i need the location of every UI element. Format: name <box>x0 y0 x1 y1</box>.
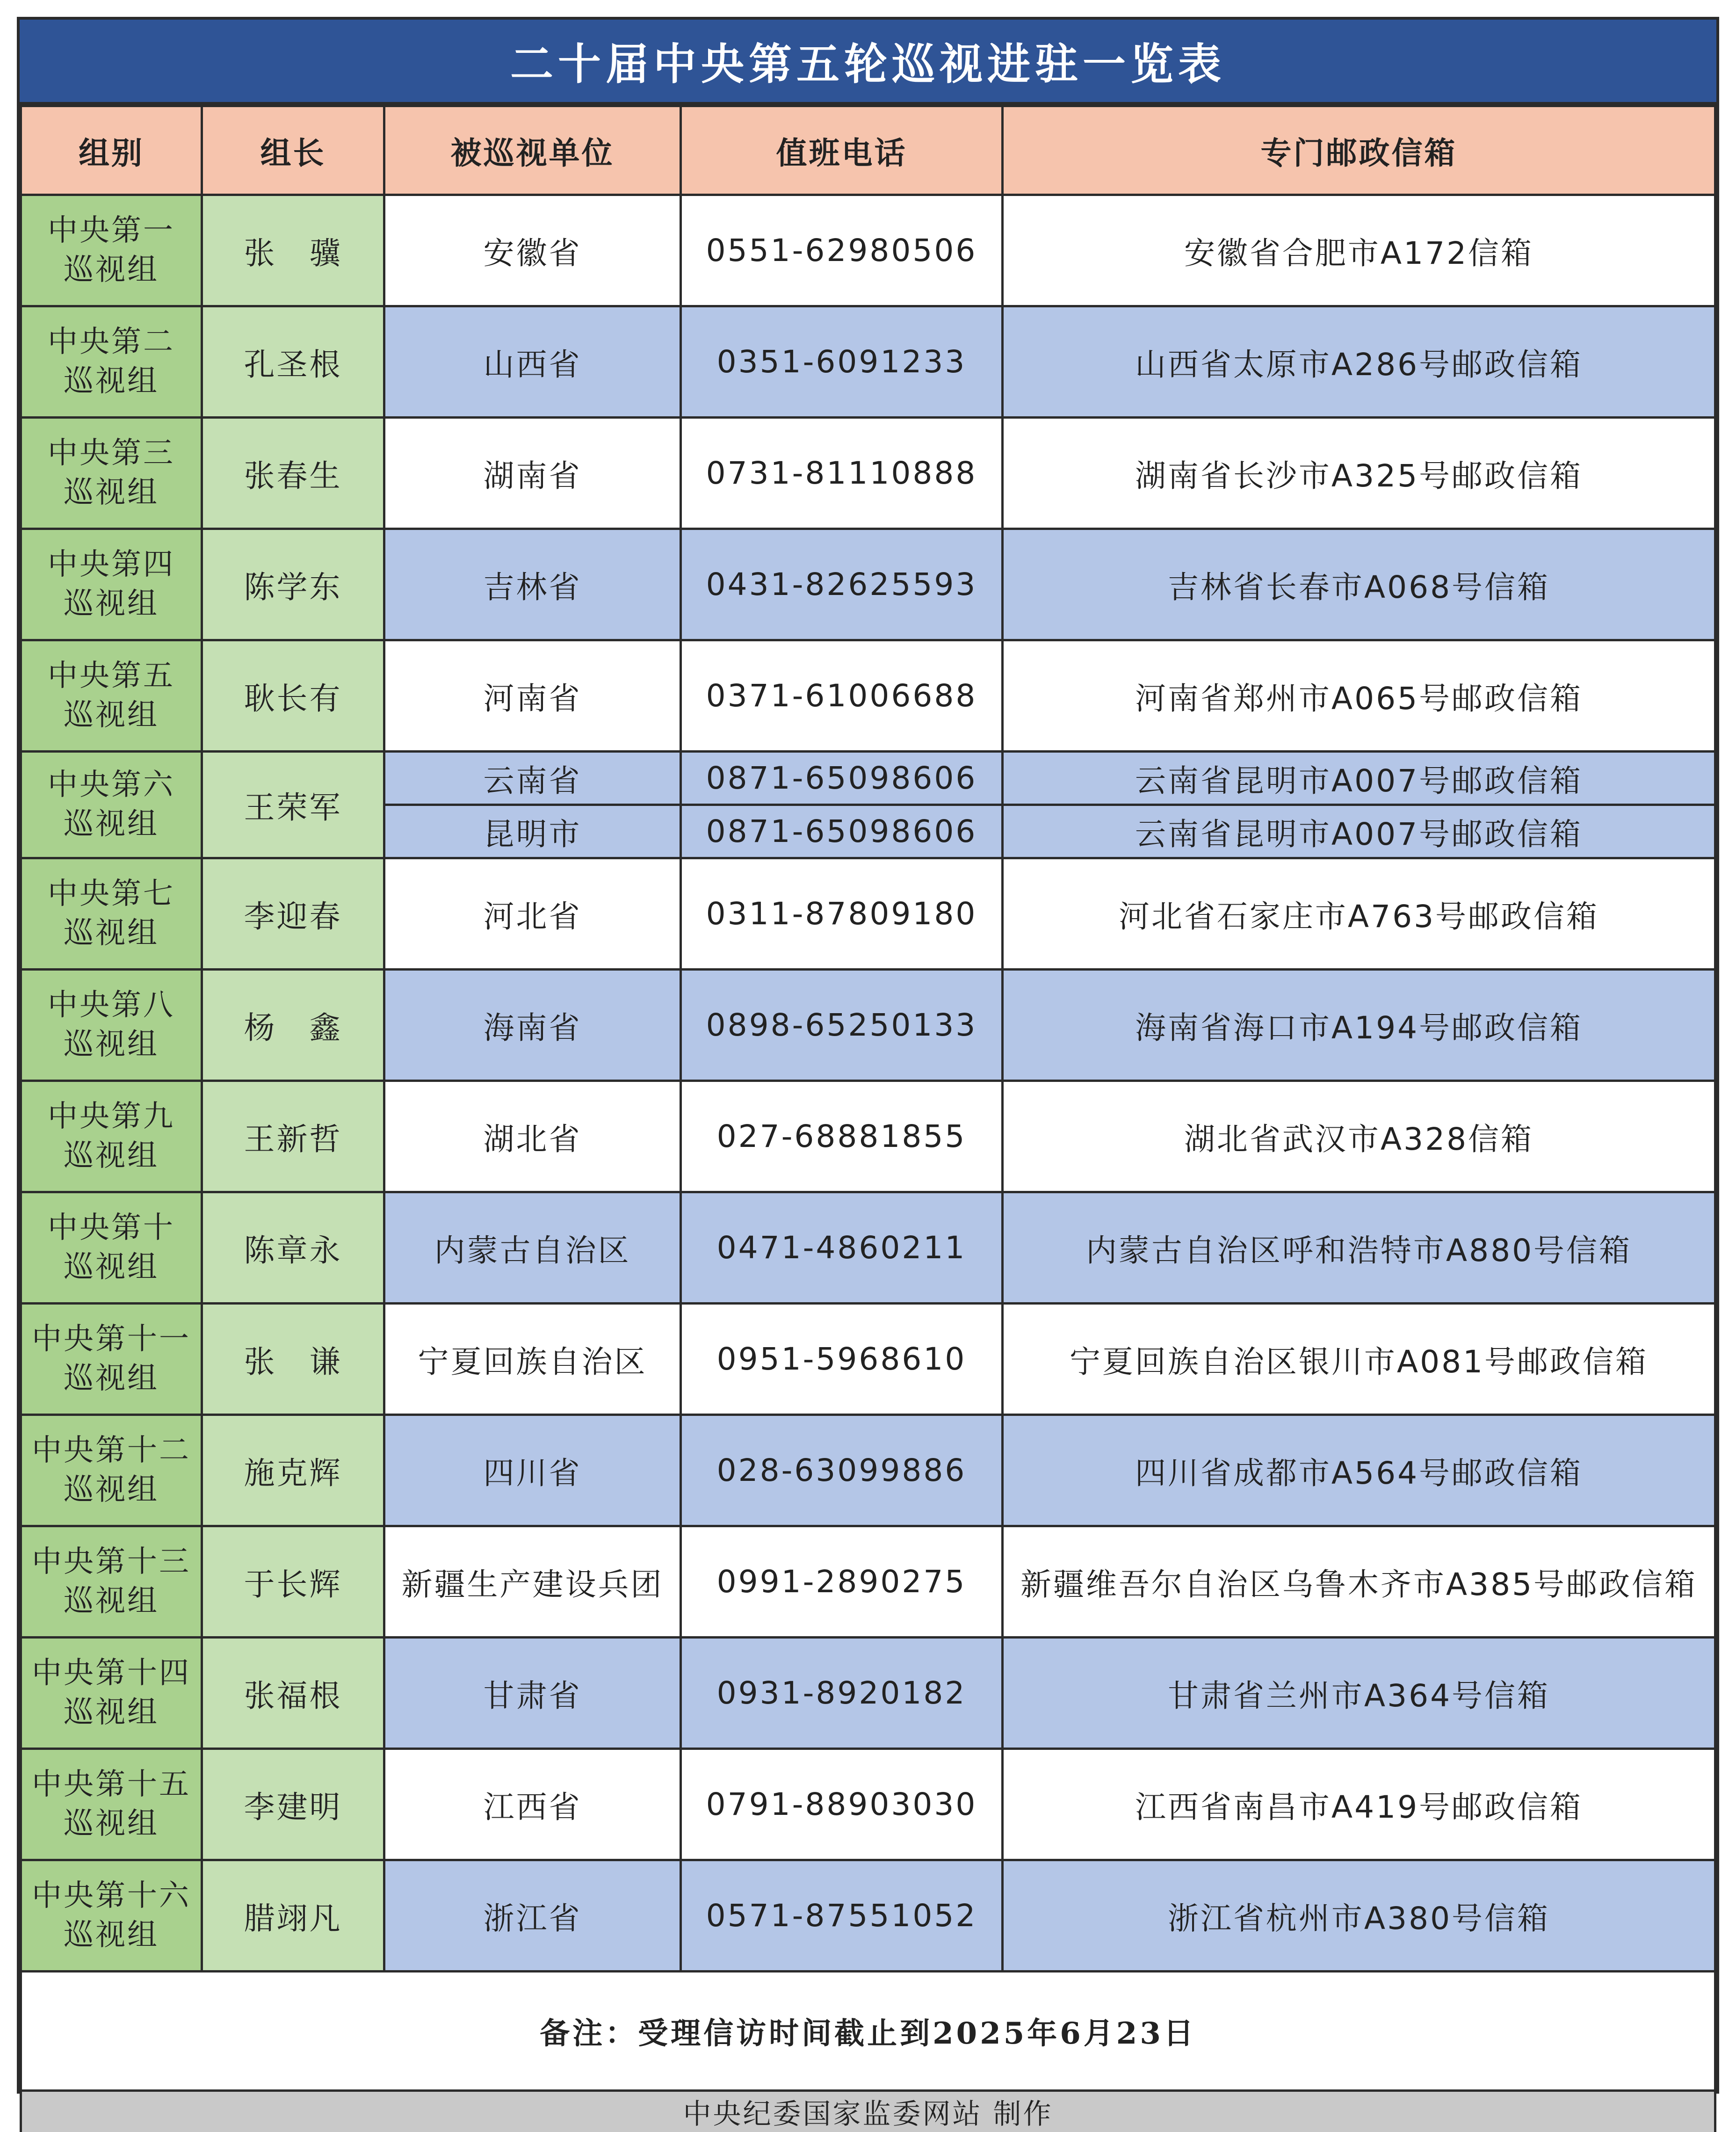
table-row <box>21 529 1715 640</box>
duty-phone: 0791-88903030 <box>681 1749 1003 1860</box>
inspected-unit: 湖南省 <box>384 418 681 529</box>
inspection-table-sheet <box>17 17 1719 2094</box>
group-leader: 李建明 <box>202 1749 384 1860</box>
group-name-line: 中央第六 <box>22 766 201 805</box>
group-name <box>21 418 202 529</box>
duty-phone: 027-68881855 <box>681 1081 1003 1192</box>
group-name-line: 巡视组 <box>22 1359 201 1398</box>
duty-phone: 0431-82625593 <box>681 529 1003 640</box>
group-leader: 王新哲 <box>202 1081 384 1192</box>
group-name-line: 巡视组 <box>22 1916 201 1955</box>
group-leader: 王荣军 <box>202 752 384 858</box>
table-row <box>21 970 1715 1081</box>
group-leader: 耿长有 <box>202 640 384 752</box>
table-row <box>21 306 1715 418</box>
group-name <box>21 1081 202 1192</box>
group-name-line: 中央第十六 <box>22 1877 201 1915</box>
postal-mailbox: 山西省太原市A286号邮政信箱 <box>1003 306 1715 418</box>
postal-mailbox: 河南省郑州市A065号邮政信箱 <box>1003 640 1715 752</box>
duty-phone: 0571-87551052 <box>681 1860 1003 1972</box>
postal-mailbox: 云南省昆明市A007号邮政信箱 <box>1003 752 1715 805</box>
group-name-line: 巡视组 <box>22 362 201 401</box>
table-row <box>21 1749 1715 1860</box>
group-name <box>21 306 202 418</box>
group-name <box>21 529 202 640</box>
group-name <box>21 752 202 858</box>
postal-mailbox: 四川省成都市A564号邮政信箱 <box>1003 1415 1715 1526</box>
group-leader: 腊翊凡 <box>202 1860 384 1972</box>
group-name-line: 中央第十 <box>22 1209 201 1247</box>
table-row <box>21 1860 1715 1972</box>
note-text: 备注：受理信访时间截止到2025年6月23日 <box>21 1972 1715 2091</box>
inspected-unit: 宁夏回族自治区 <box>384 1304 681 1415</box>
table-row <box>21 752 1715 805</box>
inspected-unit: 甘肃省 <box>384 1638 681 1749</box>
page-title: 二十届中央第五轮巡视进驻一览表 <box>510 30 1226 92</box>
group-name <box>21 1415 202 1526</box>
group-name-line: 巡视组 <box>22 1137 201 1175</box>
group-name-line: 巡视组 <box>22 1805 201 1843</box>
postal-mailbox: 云南省昆明市A007号邮政信箱 <box>1003 805 1715 858</box>
group-leader: 李迎春 <box>202 858 384 970</box>
inspected-unit: 江西省 <box>384 1749 681 1860</box>
duty-phone: 0471-4860211 <box>681 1192 1003 1304</box>
group-leader: 孔圣根 <box>202 306 384 418</box>
footer-row <box>21 2091 1715 2132</box>
inspected-unit: 河北省 <box>384 858 681 970</box>
duty-phone: 0871-65098606 <box>681 752 1003 805</box>
inspected-unit: 新疆生产建设兵团 <box>384 1526 681 1638</box>
group-name-line: 巡视组 <box>22 251 201 290</box>
postal-mailbox: 安徽省合肥市A172信箱 <box>1003 195 1715 306</box>
header-leader: 组长 <box>202 106 384 195</box>
duty-phone: 0551-62980506 <box>681 195 1003 306</box>
group-name <box>21 1749 202 1860</box>
duty-phone: 0951-5968610 <box>681 1304 1003 1415</box>
title-bar <box>20 20 1716 105</box>
group-leader: 张福根 <box>202 1638 384 1749</box>
group-name-line: 中央第十一 <box>22 1320 201 1359</box>
table-row <box>21 1415 1715 1526</box>
group-leader: 陈学东 <box>202 529 384 640</box>
group-name-line: 中央第一 <box>22 211 201 250</box>
group-name <box>21 858 202 970</box>
duty-phone: 0991-2890275 <box>681 1526 1003 1638</box>
group-name <box>21 1526 202 1638</box>
table-body <box>21 195 1715 2132</box>
duty-phone: 0731-81110888 <box>681 418 1003 529</box>
group-name <box>21 1192 202 1304</box>
group-leader: 于长辉 <box>202 1526 384 1638</box>
group-name-line: 巡视组 <box>22 473 201 512</box>
postal-mailbox: 海南省海口市A194号邮政信箱 <box>1003 970 1715 1081</box>
table-row <box>21 1304 1715 1415</box>
group-name-line: 巡视组 <box>22 585 201 624</box>
inspected-unit: 昆明市 <box>384 805 681 858</box>
inspected-unit: 海南省 <box>384 970 681 1081</box>
duty-phone: 0898-65250133 <box>681 970 1003 1081</box>
table-row <box>21 195 1715 306</box>
group-name-line: 巡视组 <box>22 1471 201 1509</box>
group-name-line: 巡视组 <box>22 696 201 735</box>
duty-phone: 0371-61006688 <box>681 640 1003 752</box>
group-leader: 张 谦 <box>202 1304 384 1415</box>
group-leader: 杨 鑫 <box>202 970 384 1081</box>
duty-phone: 0931-8920182 <box>681 1638 1003 1749</box>
group-name-line: 中央第十五 <box>22 1765 201 1804</box>
postal-mailbox: 新疆维吾尔自治区乌鲁木齐市A385号邮政信箱 <box>1003 1526 1715 1638</box>
inspected-unit: 浙江省 <box>384 1860 681 1972</box>
table-row <box>21 640 1715 752</box>
inspection-table <box>20 105 1716 2132</box>
group-name <box>21 1304 202 1415</box>
group-leader: 陈章永 <box>202 1192 384 1304</box>
group-name-line: 巡视组 <box>22 914 201 953</box>
note-row <box>21 1972 1715 2091</box>
table-header-row <box>21 106 1715 195</box>
group-name-line: 中央第八 <box>22 986 201 1025</box>
group-leader: 张 骥 <box>202 195 384 306</box>
inspected-unit: 内蒙古自治区 <box>384 1192 681 1304</box>
postal-mailbox: 河北省石家庄市A763号邮政信箱 <box>1003 858 1715 970</box>
table-row <box>21 1192 1715 1304</box>
inspected-unit: 山西省 <box>384 306 681 418</box>
table-row <box>21 1526 1715 1638</box>
table-row <box>21 1638 1715 1749</box>
inspected-unit: 四川省 <box>384 1415 681 1526</box>
postal-mailbox: 浙江省杭州市A380号信箱 <box>1003 1860 1715 1972</box>
group-name-line: 中央第五 <box>22 657 201 696</box>
inspected-unit: 吉林省 <box>384 529 681 640</box>
group-name-line: 中央第四 <box>22 545 201 584</box>
postal-mailbox: 湖南省长沙市A325号邮政信箱 <box>1003 418 1715 529</box>
duty-phone: 0311-87809180 <box>681 858 1003 970</box>
group-name-line: 巡视组 <box>22 1025 201 1064</box>
inspected-unit: 湖北省 <box>384 1081 681 1192</box>
duty-phone: 0871-65098606 <box>681 805 1003 858</box>
group-name-line: 中央第三 <box>22 434 201 473</box>
group-leader: 张春生 <box>202 418 384 529</box>
group-name <box>21 970 202 1081</box>
header-phone: 值班电话 <box>681 106 1003 195</box>
table-row <box>21 1081 1715 1192</box>
inspected-unit: 安徽省 <box>384 195 681 306</box>
inspected-unit: 云南省 <box>384 752 681 805</box>
group-name <box>21 1638 202 1749</box>
group-name <box>21 195 202 306</box>
table-row <box>21 418 1715 529</box>
duty-phone: 028-63099886 <box>681 1415 1003 1526</box>
group-leader: 施克辉 <box>202 1415 384 1526</box>
table-row <box>21 858 1715 970</box>
postal-mailbox: 甘肃省兰州市A364号信箱 <box>1003 1638 1715 1749</box>
duty-phone: 0351-6091233 <box>681 306 1003 418</box>
inspected-unit: 河南省 <box>384 640 681 752</box>
postal-mailbox: 湖北省武汉市A328信箱 <box>1003 1081 1715 1192</box>
group-name-line: 中央第十二 <box>22 1431 201 1470</box>
header-group: 组别 <box>21 106 202 195</box>
group-name-line: 巡视组 <box>22 1248 201 1287</box>
postal-mailbox: 内蒙古自治区呼和浩特市A880号信箱 <box>1003 1192 1715 1304</box>
group-name-line: 中央第二 <box>22 323 201 362</box>
group-name <box>21 1860 202 1972</box>
group-name-line: 巡视组 <box>22 1582 201 1621</box>
postal-mailbox: 吉林省长春市A068号信箱 <box>1003 529 1715 640</box>
postal-mailbox: 宁夏回族自治区银川市A081号邮政信箱 <box>1003 1304 1715 1415</box>
group-name-line: 巡视组 <box>22 1693 201 1732</box>
group-name-line: 中央第十四 <box>22 1654 201 1693</box>
group-name-line: 中央第七 <box>22 875 201 914</box>
group-name-line: 中央第九 <box>22 1097 201 1136</box>
group-name <box>21 640 202 752</box>
group-name-line: 中央第十三 <box>22 1543 201 1581</box>
postal-mailbox: 江西省南昌市A419号邮政信箱 <box>1003 1749 1715 1860</box>
footer-credit: 中央纪委国家监委网站 制作 <box>21 2091 1715 2132</box>
header-unit: 被巡视单位 <box>384 106 681 195</box>
header-mailbox: 专门邮政信箱 <box>1003 106 1715 195</box>
group-name-line: 巡视组 <box>22 805 201 844</box>
